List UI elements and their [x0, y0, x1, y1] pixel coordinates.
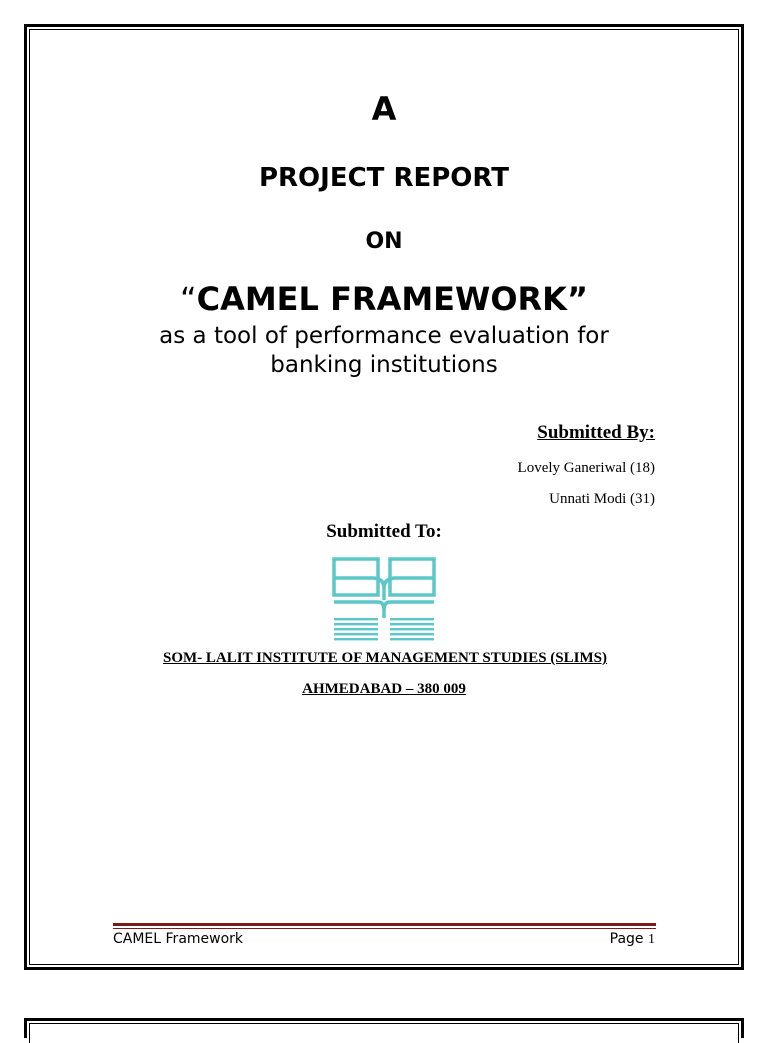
title-text: CAMEL FRAMEWORK” [196, 280, 588, 318]
cover-line-a: A [371, 90, 397, 128]
next-page-border-inner [29, 1023, 739, 1043]
institute-city: AHMEDABAD – 380 009 [302, 681, 466, 697]
submitted-by-label: Submitted By: [537, 422, 655, 443]
page-number: 1 [648, 932, 655, 947]
subtitle-line-1: as a tool of performance evaluation for [159, 323, 609, 349]
page-label: Page [609, 931, 644, 947]
title-open-quote: “ [180, 280, 197, 318]
footer-divider [113, 923, 656, 926]
cover-line-on: ON [365, 229, 403, 254]
report-title [0, 280, 768, 318]
subtitle-line-2: banking institutions [270, 352, 498, 378]
student-name: Unnati Modi (31) [549, 491, 655, 507]
report-subtitle [0, 322, 768, 380]
submitted-to-label: Submitted To: [326, 521, 442, 542]
footer-title: CAMEL Framework [113, 931, 244, 947]
footer-divider-thin [113, 928, 656, 929]
institute-name: SOM- LALIT INSTITUTE OF MANAGEMENT STUDIES (SLIMS) [163, 650, 607, 666]
cover-line-report: PROJECT REPORT [258, 163, 509, 193]
footer-page-number [610, 931, 655, 948]
institute-logo-icon [332, 556, 436, 642]
student-name: Lovely Ganeriwal (18) [517, 460, 655, 476]
